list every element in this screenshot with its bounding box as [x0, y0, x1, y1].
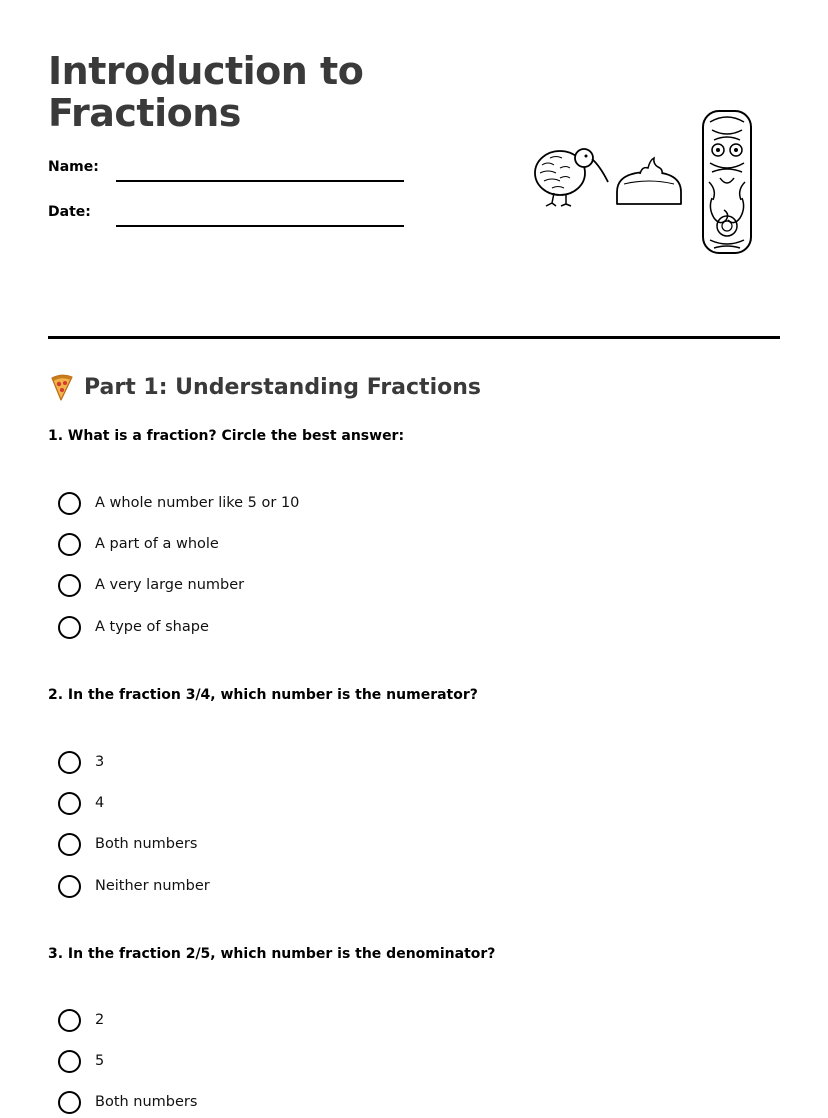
section-divider: [48, 336, 780, 339]
name-field[interactable]: [116, 180, 404, 182]
q1-option-d[interactable]: [58, 614, 209, 640]
question-3: 3. In the fraction 2/5, which number is the denominator?: [48, 946, 496, 962]
option-label: 3: [95, 754, 105, 770]
radio-button[interactable]: [58, 875, 81, 898]
option-label: A part of a whole: [95, 536, 219, 552]
kiwi-bird-icon: [530, 140, 612, 210]
radio-button[interactable]: [58, 833, 81, 856]
option-label: Both numbers: [95, 1094, 198, 1110]
q2-option-b[interactable]: [58, 790, 104, 816]
worksheet-title-line2: Fractions: [48, 91, 241, 135]
section-heading: [48, 372, 481, 402]
radio-button[interactable]: [58, 616, 81, 639]
date-label: Date:: [48, 204, 91, 220]
q1-option-a[interactable]: [58, 490, 299, 516]
option-label: Neither number: [95, 878, 210, 894]
radio-button[interactable]: [58, 1091, 81, 1114]
header-illustrations: [528, 104, 760, 260]
radio-button[interactable]: [58, 1050, 81, 1073]
option-label: Both numbers: [95, 836, 198, 852]
q3-option-c[interactable]: [58, 1089, 197, 1115]
radio-button[interactable]: [58, 492, 81, 515]
option-label: A type of shape: [95, 619, 209, 635]
radio-button[interactable]: [58, 1009, 81, 1032]
option-label: A very large number: [95, 577, 245, 593]
q3-option-a[interactable]: [58, 1007, 104, 1033]
radio-button[interactable]: [58, 792, 81, 815]
section-title: Part 1: Understanding Fractions: [84, 374, 481, 400]
question-2: 2. In the fraction 3/4, which number is the numerator?: [48, 687, 478, 703]
option-label: A whole number like 5 or 10: [95, 495, 300, 511]
q2-option-d[interactable]: [58, 873, 210, 899]
q2-option-a[interactable]: [58, 749, 104, 775]
pizza-icon: [48, 372, 74, 402]
q1-option-c[interactable]: [58, 572, 244, 598]
q2-option-c[interactable]: [58, 831, 197, 857]
pie-icon: [614, 156, 684, 208]
radio-button[interactable]: [58, 533, 81, 556]
date-field[interactable]: [116, 225, 404, 227]
option-label: 2: [95, 1012, 105, 1028]
name-label: Name:: [48, 159, 99, 175]
radio-button[interactable]: [58, 574, 81, 597]
option-label: 4: [95, 795, 105, 811]
q3-option-b[interactable]: [58, 1048, 104, 1074]
question-1: 1. What is a fraction? Circle the best answer:: [48, 428, 405, 444]
maori-carving-icon: [700, 108, 754, 256]
radio-button[interactable]: [58, 751, 81, 774]
worksheet-title-line1: Introduction to: [48, 49, 364, 93]
option-label: 5: [95, 1053, 105, 1069]
worksheet-title: [48, 50, 363, 134]
q1-option-b[interactable]: [58, 531, 219, 557]
